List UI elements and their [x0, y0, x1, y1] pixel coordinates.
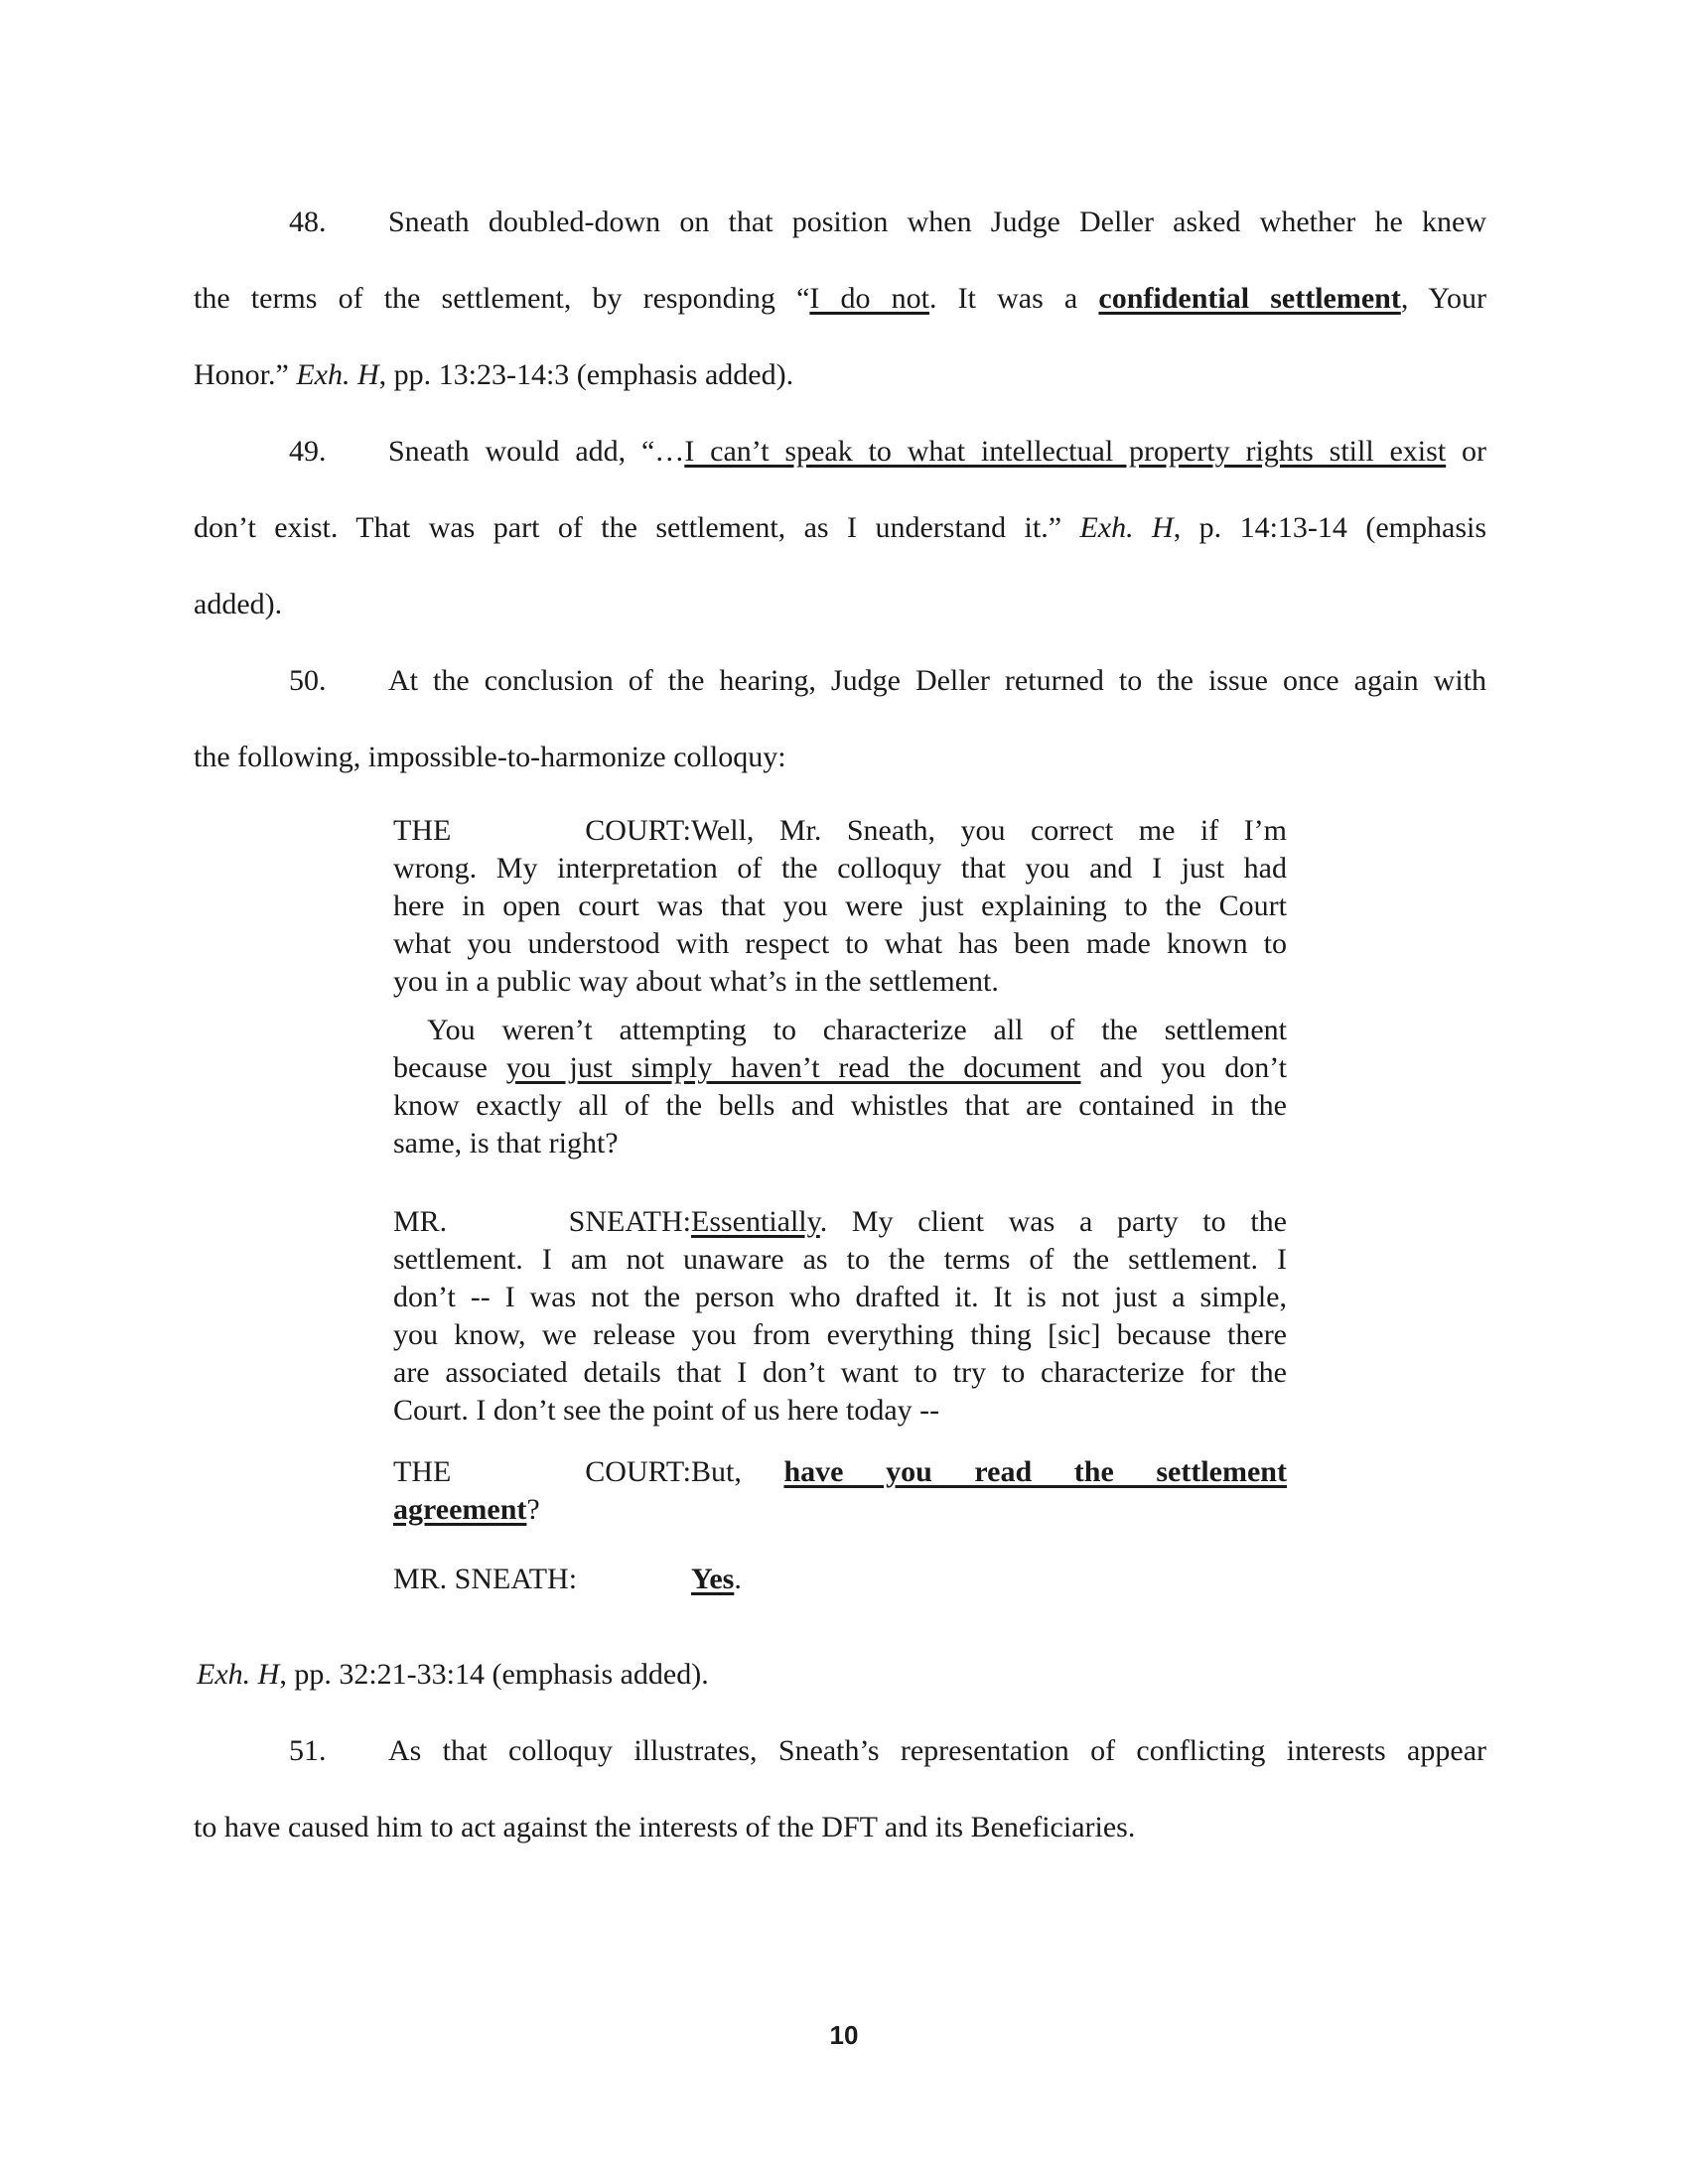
block-quote-court-2: THE COURT:But, have you read the settlement agreement?	[393, 1455, 1287, 1526]
block-quote-court-1: THE COURT:Well, Mr. Sneath, you correct me if I’m wrong. My interpretation of the colloquy that you and I just had here in open court was that you were just explaining to the Court what you understood with respect to what has been made known to you in a public way about what’s in the settlement.	[393, 814, 1287, 998]
bold-underlined-text: Yes	[691, 1563, 735, 1595]
underlined-text: Essentially	[691, 1205, 820, 1238]
block-quote-sneath-1: MR. SNEATH:Essentially. My client was a party to the settlement. I am not unaware as to the terms of the settlement. I don’t -- I was not the person who drafted it. It is not just a simple, you know, we release you from everything thing [sic] because there are associated details that I don’t want to try to characterize for the Court. I don’t see the point of us here today --	[393, 1205, 1287, 1427]
exhibit-citation: Exh. H	[1079, 511, 1174, 544]
quote-citation: Exh. H, pp. 32:21-33:14 (emphasis added).	[197, 1658, 709, 1691]
underlined-text: I do not	[809, 282, 930, 315]
paragraph-51-line-2: to have caused him to act against the interests of the DFT and its Beneficiaries.	[194, 1811, 1136, 1843]
block-quote-court-1-continued: You weren’t attempting to characterize all of the settlement because you just simply haven’t read the document and you don’t know exactly all of the bells and whistles that are contained in the same, is that right?	[393, 1014, 1287, 1160]
speaker-label: THE COURT:	[393, 1455, 691, 1488]
paragraph-48	[194, 184, 1486, 413]
exhibit-citation: Exh. H	[296, 358, 379, 391]
paragraph-51	[194, 1712, 1486, 1865]
paragraph-50-line-1: 50. At the conclusion of the hearing, Judge Deller returned to the issue once again with	[194, 642, 1486, 719]
exhibit-citation: Exh. H	[197, 1658, 280, 1691]
page-number: 10	[829, 2020, 859, 2050]
paragraph-number: 50.	[289, 664, 327, 697]
bold-underlined-text: have you read the settlement	[783, 1455, 1287, 1488]
underlined-text: I can’t speak to what intellectual property rights still exist	[684, 435, 1447, 468]
paragraph-50	[194, 642, 1486, 795]
bold-underlined-text: agreement	[393, 1493, 527, 1526]
paragraph-51-line-1: 51. As that colloquy illustrates, Sneath’s representation of conflicting interests appear	[194, 1712, 1486, 1789]
speaker-label: MR. SNEATH:	[393, 1563, 578, 1595]
paragraph-50-line-2: the following, impossible-to-harmonize colloquy:	[194, 741, 786, 773]
paragraph-48-line-3: Honor.” Exh. H, pp. 13:23-14:3 (emphasis added).	[194, 358, 794, 391]
underlined-text: you just simply haven’t read the document	[505, 1051, 1081, 1084]
block-quote-sneath-2: MR. SNEATH: Yes.	[393, 1561, 1287, 1598]
paragraph-number: 51.	[289, 1734, 327, 1767]
speaker-label: MR. SNEATH:	[393, 1205, 691, 1238]
speaker-label: THE COURT:	[393, 814, 691, 847]
paragraph-number: 49.	[289, 435, 327, 468]
paragraph-48-line-1: 48. Sneath doubled-down on that position when Judge Deller asked whether he knew	[194, 184, 1486, 260]
paragraph-number: 48.	[289, 205, 327, 238]
paragraph-48-line-2: the terms of the settlement, by responding “I do not. It was a confidential settlement, Your	[194, 282, 1487, 315]
bold-underlined-text: confidential settlement	[1098, 282, 1401, 315]
paragraph-49	[194, 413, 1486, 642]
paragraph-49-line-1: 49. Sneath would add, “…I can’t speak to what intellectual property rights still exist or	[194, 413, 1486, 489]
paragraph-49-line-3: added).	[194, 588, 283, 620]
paragraph-49-line-2: don’t exist. That was part of the settlement, as I understand it.” Exh. H, p. 14:13-14 (emphasis	[194, 511, 1486, 544]
